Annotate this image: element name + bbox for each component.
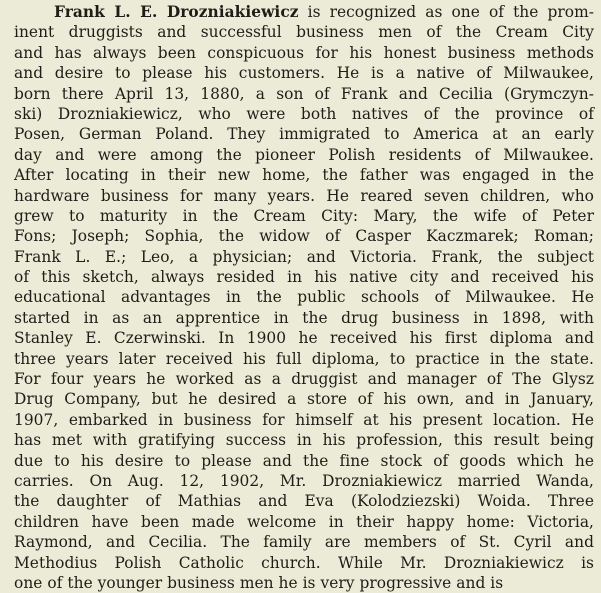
text-line: and desire to please his customers. He is a native of Milwaukee, [14,64,594,83]
text-line: has met with gratifying success in his profession, this result being [14,431,594,450]
text-line: Drug Company, but he desired a store of his own, and in January, [14,390,594,409]
text-line: Stanley E. Czerwinski. In 1900 he received his first diploma and [14,329,594,348]
text-line: the daughter of Mathias and Eva (Kolodziezski) Woida. Three [14,492,594,511]
text-line: Methodius Polish Catholic church. While Mr. Drozniakiewicz is [14,553,594,572]
text-line: inent druggists and successful business men of the Cream City [14,23,594,42]
text-line: After locating in their new home, the father was engaged in the [14,166,594,185]
text-line: educational advantages in the public schools of Milwaukee. He [14,288,594,307]
text-line: Raymond, and Cecilia. The family are members of St. Cyril and [14,533,594,552]
text-line: 1907, embarked in business for himself at his present location. He [14,410,594,429]
text-line: born there April 13, 1880, a son of Frank and Cecilia (Grymczyn- [14,84,594,103]
text-line: ski) Drozniakiewicz, who were both natives of the province of [14,104,594,123]
text-line: of this sketch, always resided in his native city and received his [14,268,594,287]
text-line: started in as an apprentice in the drug business in 1898, with [14,308,594,327]
text-line: day and were among the pioneer Polish residents of Milwaukee. [14,145,594,164]
text-line: Posen, German Poland. They immigrated to America at an early [14,125,594,144]
text-line [14,2,594,22]
text-line: hardware business for many years. He reared seven children, who [14,186,594,205]
text-line: grew to maturity in the Cream City: Mary, the wife of Peter [14,206,594,225]
first-line-text: is recognized as one of the prom- [298,3,594,21]
subject-name: Frank L. E. Drozniakiewicz [54,3,299,21]
text-line: one of the younger business men he is very progressive and is [14,573,504,592]
text-line: three years later received his full diploma, to practice in the state. [14,349,594,368]
text-line: Frank L. E.; Leo, a physician; and Victoria. Frank, the subject [14,247,594,266]
text-line: children have been made welcome in their happy home: Victoria, [14,512,594,531]
text-line: carries. On Aug. 12, 1902, Mr. Drozniakiewicz married Wanda, [14,471,594,490]
text-line: Fons; Joseph; Sophia, the widow of Casper Kaczmarek; Roman; [14,227,594,246]
text-line: due to his desire to please and the fine stock of goods which he [14,451,594,470]
text-line: For four years he worked as a druggist and manager of The Glysz [14,370,594,389]
text-line: and has always been conspicuous for his honest business methods [14,43,594,62]
biography-paragraph [14,2,594,593]
